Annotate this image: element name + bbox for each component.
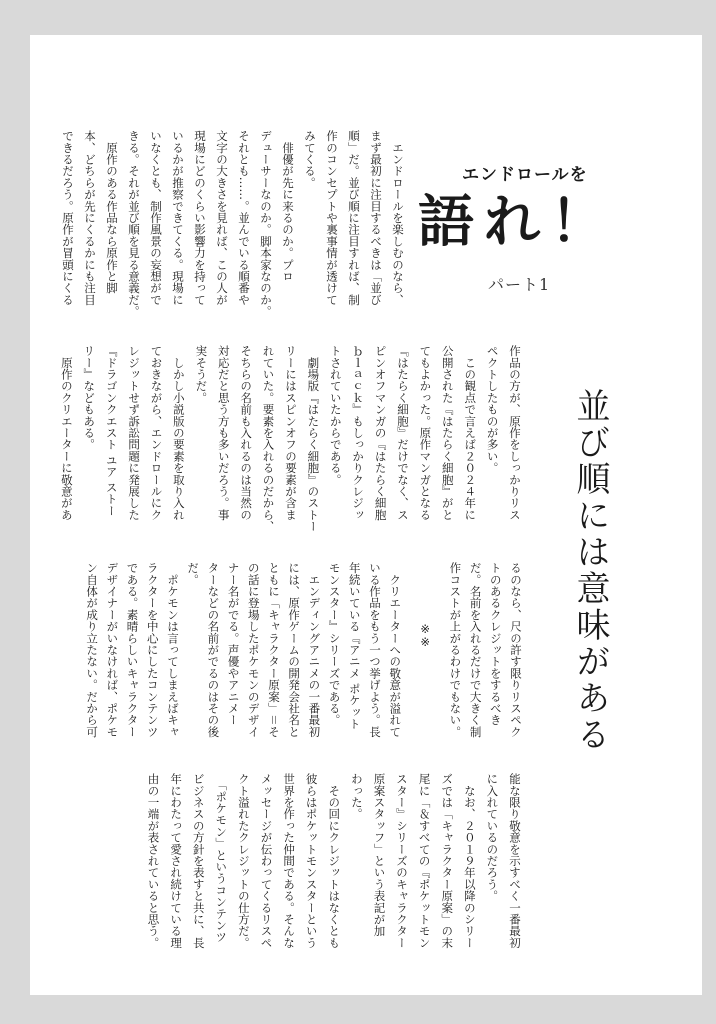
text-line: に入れているのだろう。 (485, 773, 500, 902)
text-line: みてくる。 (303, 130, 317, 189)
text-line: わった。 (349, 773, 364, 820)
text-line: 能な限り敬意を示すべく一番最初 (508, 773, 522, 949)
text-block-1 (57, 130, 409, 325)
text-block-3 (82, 562, 526, 757)
text-line: デューサーなのか。脚本家なのか。 (259, 130, 273, 318)
text-line: には、原作ゲームの開発会社名と (287, 562, 302, 738)
text-line: 作のコンセプトや裏事情が透けて (325, 130, 339, 306)
text-line: モンスター』シリーズである。 (327, 562, 342, 726)
text-line: 俳優が先に来るのか。プロ (281, 130, 295, 283)
text-line: リーにはスピンオフの要素が含ま (283, 345, 298, 521)
text-line: 作品の方が、原作をしっかりリス (508, 345, 522, 521)
text-line: ピンオフマンガの『はたらく細胞 (373, 345, 388, 521)
text-line: 原作のある作品なら原作と脚 (105, 130, 119, 294)
text-block-4 (142, 773, 526, 968)
text-line: 由の一端が表されていると思う。 (146, 773, 161, 949)
text-line: この観点で言えば２０２４年に (463, 345, 478, 521)
text-line: トのあるクレジットをするべき (488, 562, 503, 726)
text-line: なお、２０１９年以降のシリー (462, 773, 477, 949)
section-separator: ※※ (418, 622, 433, 648)
text-line: だ。 (186, 562, 201, 586)
text-line: エンディングアニメの一番最初 (307, 562, 322, 738)
text-line: 文字の大きさを見れば、この人が (215, 130, 229, 306)
text-line: 対応だと思う方も多いだろう。事 (216, 345, 231, 521)
title-part: パート1 (488, 275, 551, 294)
text-line: 順」だ。並び順に注目すれば、制 (347, 130, 361, 306)
text-line: ペクトしたものが多い。 (485, 345, 500, 474)
text-line: エンドロールを楽しむのなら、 (391, 130, 405, 306)
text-line: れていた。要素を入れるのだから、 (261, 345, 276, 533)
section-heading: 並び順には意味がある (570, 388, 610, 753)
text-line: その回にクレジットはなくとも (327, 773, 342, 949)
text-line: しかし小説版の要素を取り入れ (171, 345, 186, 521)
text-line: 本、どちらが先にくるかにも注目 (83, 130, 97, 306)
text-line: ポケモンは言ってしまえばキャ (165, 562, 180, 738)
text-line: 原作のクリエーターに敬意があ (59, 345, 74, 521)
text-line: てもよかった。原作マンガとなる (418, 345, 433, 521)
text-line: 現場にどのくらい影響力を持って (193, 130, 207, 306)
text-line: ｂｌａｃｋ』もしっかりクレジッ (351, 345, 366, 521)
text-line: ズでは「キャラクター原案」の末 (440, 773, 455, 949)
text-line: いるかが推察できてくる。現場に (171, 130, 185, 306)
text-line: トされていたからである。 (328, 345, 343, 486)
text-line: るのなら、尺の許す限りリスペク (509, 562, 523, 738)
text-line: 実そうだ。 (194, 345, 209, 404)
text-line: だ。名前を入れるだけで大きく制 (468, 562, 483, 738)
text-line: 尾に「＆すべての『ポケットモン (417, 773, 432, 949)
text-line: 「ポケモン」というコンテンツ (214, 773, 229, 943)
text-line: スター』シリーズのキャラクター (395, 773, 410, 949)
text-line: 世界を作った仲間である。そんな (282, 773, 297, 949)
text-line: それとも……。並んでいる順番や (237, 130, 251, 306)
text-line: ターなどの名前がでるのはその後 (206, 562, 221, 738)
text-line: の話に登場したポケモンのデザイ (246, 562, 261, 738)
text-line: 彼らはポケットモンスターという (304, 773, 319, 949)
text-line: クト溢れたクレジットの仕方だ。 (236, 773, 251, 949)
text-line: 年にわたって愛され続けている理 (169, 773, 184, 949)
text-line: である。素晴らしいキャラクター (125, 562, 140, 738)
text-line: まず最初に注目するべきは「並び (369, 130, 383, 306)
text-line: クリエーターへの敬意が溢れて (388, 562, 403, 738)
text-line: ナー名がでる。声優やアニメー (226, 562, 241, 726)
text-line: 公開された『はたらく細胞』がと (440, 345, 455, 521)
text-line: 『ドラゴンクエスト ユア ストー (104, 345, 119, 517)
text-line: いる作品をもう一つ挙げよう。長 (367, 562, 382, 738)
text-line: ビジネスの方針を表すと共に、長 (191, 773, 206, 949)
text-line: リー』などもある。 (82, 345, 97, 451)
title-kicker: エンドロールを (462, 165, 588, 185)
text-line: ラクターを中心にしたコンテンツ (145, 562, 160, 738)
text-line: ン自体が成り立たない。だから可 (85, 562, 100, 738)
text-line: 『はたらく細胞』だけでなく、ス (395, 345, 410, 521)
text-line: レジットせず訴訟問題に発展した (127, 345, 142, 521)
text-line: きる。それが並び順を見る意義だ。 (127, 130, 141, 318)
text-line: 劇場版『はたらく細胞』のストー (306, 345, 321, 533)
text-line: そちらの名前も入れるのは当然の (239, 345, 254, 521)
text-block-2 (55, 345, 526, 540)
text-line: ともに「キャラクター原案」＝そ (266, 562, 281, 738)
text-line: できるだろう。原作が冒頭にくる (61, 130, 75, 306)
text-line: 作コストが上がるわけでもない。 (448, 562, 463, 738)
text-line: 原案スタッフ」という表記が加 (372, 773, 387, 937)
title-main: 語れ！ (418, 189, 616, 255)
text-line: 年続いている『アニメ ポケット (347, 562, 362, 730)
text-line: いなくとも、制作風景の妄想がで (149, 130, 163, 306)
text-line: デザイナーがいなければ、ポケモ (105, 562, 120, 738)
text-line: メッセージが伝わってくるリスペ (259, 773, 274, 949)
text-line: ておきながら、エンドロールにク (149, 345, 164, 521)
